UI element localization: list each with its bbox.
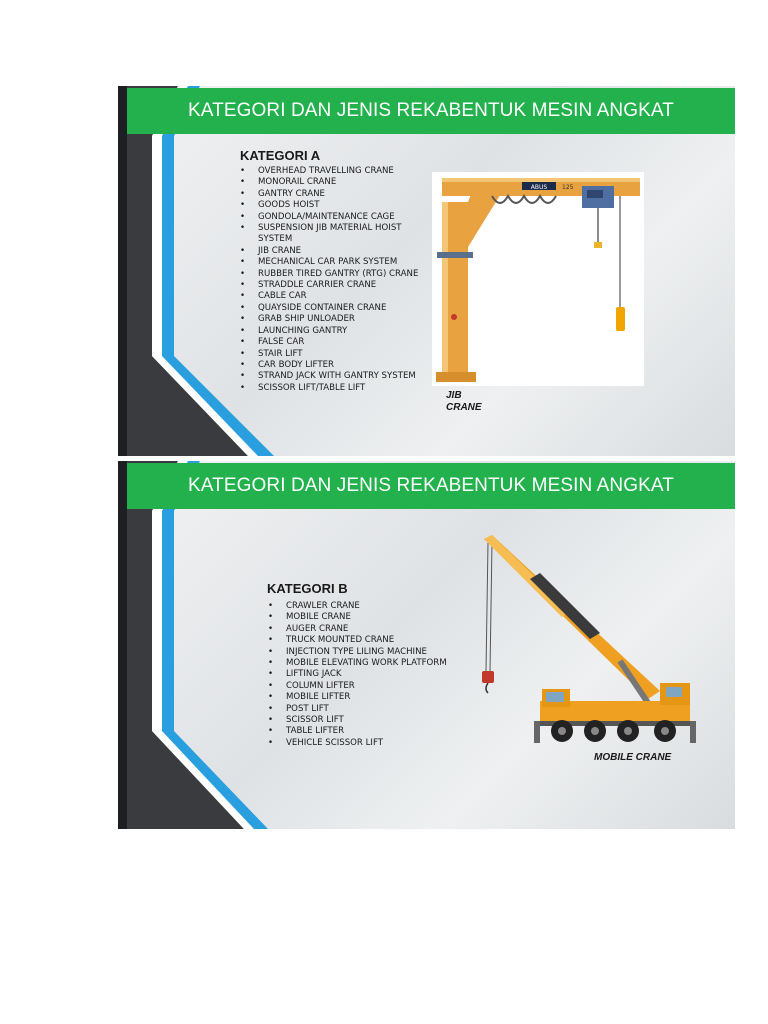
- list-item: • FALSE CAR: [239, 337, 429, 348]
- crane-brand-label: ABUS: [530, 184, 548, 191]
- category-a-list: [239, 166, 429, 394]
- category-heading: KATEGORI A: [240, 148, 321, 163]
- list-item: • GANTRY CRANE: [239, 189, 429, 200]
- slide-left-edge: [118, 86, 127, 456]
- jib-crane-image: [432, 172, 644, 386]
- list-item: • RUBBER TIRED GANTRY (RTG) CRANE: [239, 269, 429, 280]
- jib-crane-caption: [446, 390, 482, 414]
- list-item: • STRADDLE CARRIER CRANE: [239, 280, 429, 291]
- list-item: • SCISSOR LIFT/TABLE LIFT: [239, 383, 429, 394]
- list-item: • STRAND JACK WITH GANTRY SYSTEM: [239, 371, 429, 382]
- category-heading: KATEGORI B: [267, 581, 348, 596]
- list-item: • SUSPENSION JIB MATERIAL HOIST SYSTEM: [239, 223, 429, 246]
- list-item: • CAR BODY LIFTER: [239, 360, 429, 371]
- slide-kategori-b: [118, 461, 735, 829]
- category-b-list: [267, 601, 467, 749]
- list-item: • GONDOLA/MAINTENANCE CAGE: [239, 212, 429, 223]
- mobile-crane-image: [470, 531, 710, 751]
- list-item: • INJECTION TYPE LILING MACHINE: [267, 647, 467, 658]
- list-item: • MOBILE ELEVATING WORK PLATFORM: [267, 658, 467, 669]
- slide-title: KATEGORI DAN JENIS REKABENTUK MESIN ANGKAT: [127, 463, 735, 509]
- list-item: • MOBILE CRANE: [267, 612, 467, 623]
- caption-line-1: JIB: [446, 390, 462, 401]
- crane-model-label: 125: [562, 184, 574, 191]
- slide-left-edge: [118, 461, 127, 829]
- list-item: • GRAB SHIP UNLOADER: [239, 314, 429, 325]
- list-item: • VEHICLE SCISSOR LIFT: [267, 738, 467, 749]
- list-item: • TABLE LIFTER: [267, 726, 467, 737]
- list-item: • CABLE CAR: [239, 291, 429, 302]
- list-item: • SCISSOR LIFT: [267, 715, 467, 726]
- list-item: • JIB CRANE: [239, 246, 429, 257]
- list-item: • LAUNCHING GANTRY: [239, 326, 429, 337]
- list-item: • GOODS HOIST: [239, 200, 429, 211]
- slide-kategori-a: [118, 86, 735, 456]
- list-item: • OVERHEAD TRAVELLING CRANE: [239, 166, 429, 177]
- list-item: • LIFTING JACK: [267, 669, 467, 680]
- list-item: • QUAYSIDE CONTAINER CRANE: [239, 303, 429, 314]
- caption-line-2: CRANE: [446, 402, 482, 413]
- list-item: • MECHANICAL CAR PARK SYSTEM: [239, 257, 429, 268]
- list-item: • STAIR LIFT: [239, 349, 429, 360]
- list-item: • COLUMN LIFTER: [267, 681, 467, 692]
- list-item: • AUGER CRANE: [267, 624, 467, 635]
- list-item: • MOBILE LIFTER: [267, 692, 467, 703]
- list-item: • CRAWLER CRANE: [267, 601, 467, 612]
- list-item: • TRUCK MOUNTED CRANE: [267, 635, 467, 646]
- list-item: • MONORAIL CRANE: [239, 177, 429, 188]
- mobile-crane-caption: MOBILE CRANE: [594, 752, 672, 763]
- slide-title: KATEGORI DAN JENIS REKABENTUK MESIN ANGKAT: [127, 88, 735, 134]
- list-item: • POST LIFT: [267, 704, 467, 715]
